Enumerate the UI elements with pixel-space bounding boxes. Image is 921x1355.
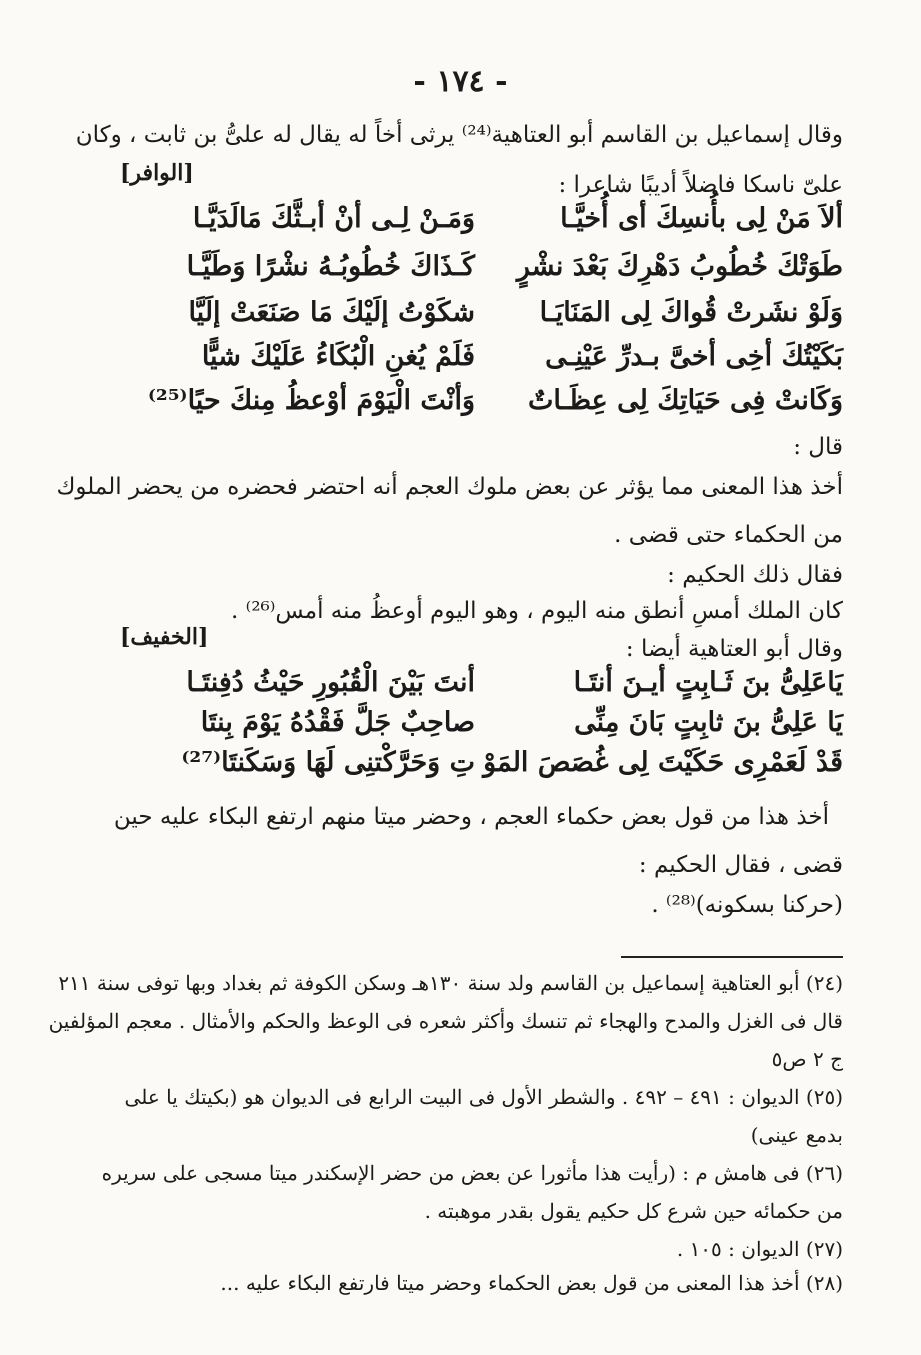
verse-hemistich-second: تِ وَحَرَّكْتنِى لَهَا وَسَكَنتَا⁽²⁷⁾: [181, 747, 475, 778]
verse-hemistich-first: ألاَ مَنْ لِى بأُنسِكَ أى أُخيَّـا: [560, 203, 843, 234]
text-line: كان الملك أمسِ أنطق منه اليوم ، وهو اليوم أوعظُ منه أمس⁽²⁶⁾ .: [231, 598, 843, 624]
footnote-line: بدمع عينى): [750, 1123, 843, 1147]
text-line: فقال ذلك الحكيم :: [667, 562, 843, 588]
footnote-line: (٢٨) أخذ هذا المعنى من قول بعض الحكماء وحضر ميتا فارتفع البكاء عليه ...: [220, 1271, 843, 1295]
meter-label: [الوافر]: [120, 160, 194, 186]
verse-hemistich-second: وَأنْتَ الْيَوْمَ أوْعظُ مِنكَ حيًا⁽²⁵⁾: [147, 385, 475, 416]
footnote-line: (٢٧) الديوان : ١٠٥ .: [676, 1237, 843, 1261]
intro-line: وقال إسماعيل بن القاسم أبو العتاهية⁽²⁴⁾ يرثى أخاً له يقال له علىُّ بن ثابت ، وكان: [75, 122, 843, 148]
intro-line: وقال أبو العتاهية أيضا :: [625, 636, 843, 662]
footnote-line: (٢٦) فى هامش م : (رأيت هذا مأثورا عن بعض من حضر الإسكندر ميتا مسجى على سريره: [101, 1161, 843, 1185]
footnote-line: (٢٤) أبو العتاهية إسماعيل بن القاسم ولد سنة ١٣٠هـ وسكن الكوفة ثم بغداد وبها توفى سنة ٢١١: [58, 971, 843, 995]
meter-label: [الخفيف]: [120, 624, 209, 650]
verse-hemistich-second: صاحِبٌ جَلَّ فَقْدُهُ يَوْمَ بِنتَا: [200, 707, 475, 738]
verse-hemistich-second: فَلَمْ يُغنِ الْبُكَاءُ عَلَيْكَ شيًَّا: [201, 341, 475, 372]
text-line: قال :: [793, 434, 843, 460]
verse: [115, 244, 843, 290]
verse-hemistich-first: طَوَتْكَ خُطُوبُ دَهْرِكَ بَعْدَ نشْرٍ: [516, 251, 843, 282]
text-line: قضى ، فقال الحكيم :: [638, 852, 843, 878]
footnote-divider: [621, 956, 843, 958]
text-line: أخذ هذا من قول بعض حكماء العجم ، وحضر ميتا منهم ارتفع البكاء عليه حين: [113, 804, 829, 830]
footnote-line: ج ٢ ص٥: [771, 1047, 843, 1071]
intro-line: علىّ ناسكا فاضلاً أديبًا شاعرا :: [558, 172, 843, 198]
verse-hemistich-first: وَلَوْ نشَرتْ قُواكَ لِى المَنَايَـا: [539, 297, 843, 328]
verse-hemistich-second: كَـذَاكَ خُطُوبُـهُ نشْرًا وَطَيَّـا: [186, 251, 475, 282]
verse: [115, 378, 843, 424]
verse: [115, 290, 843, 336]
verse-hemistich-first: بَكَيْتُكَ أخِى أخىَّ بـدرِّ عَيْنِـى: [545, 341, 843, 372]
verse-hemistich-first: يَاعَلِىُّ بنَ ثَـابِتٍ أيـنَ أنتَـا: [573, 667, 843, 698]
text-line: (حركنا بسكونه)⁽²⁸⁾ .: [651, 892, 843, 918]
verse-hemistich-first: يَا عَلِىُّ بنَ ثابِتٍ بَانَ مِنِّى: [574, 707, 843, 738]
verse: [115, 196, 843, 242]
verse: [115, 334, 843, 380]
text-line: أخذ هذا المعنى مما يؤثر عن بعض ملوك العجم أنه احتضر فحضره من يحضر الملوك: [56, 474, 843, 500]
footnote-line: من حكمائه حين شرع كل حكيم يقول بقدر موهبته .: [424, 1199, 843, 1223]
footnote-line: (٢٥) الديوان : ٤٩١ – ٤٩٢ . والشطر الأول فى البيت الرابع فى الديوان هو (بكيتك يا على: [124, 1085, 843, 1109]
footnote-line: قال فى الغزل والمدح والهجاء ثم تنسك وأكثر شعره فى الوعظ والحكم والأمثال . معجم المؤلفين: [48, 1009, 843, 1033]
text-line: من الحكماء حتى قضى .: [614, 522, 843, 548]
verse-hemistich-first: قَدْ لَعَمْرِى حَكَيْتَ لِى غُصَصَ المَوْ: [483, 747, 843, 778]
verse-hemistich-second: شكَوْتُ إلَيْكَ مَا صَنَعَتْ إلَيَّا: [188, 297, 475, 328]
verse-hemistich-second: وَمَـنْ لِـى أنْ أبـثَّكَ مَالَدَيَّـا: [192, 203, 475, 234]
page-number: - ١٧٤ -: [413, 64, 508, 99]
verse: [115, 740, 843, 786]
verse-hemistich-first: وَكَانتْ فِى حَيَاتِكَ لِى عِظَـاتٌ: [527, 385, 843, 416]
verse-hemistich-second: أنتَ بَيْنَ الْقُبُورِ حَيْثُ دُفِنتَـا: [186, 667, 475, 698]
